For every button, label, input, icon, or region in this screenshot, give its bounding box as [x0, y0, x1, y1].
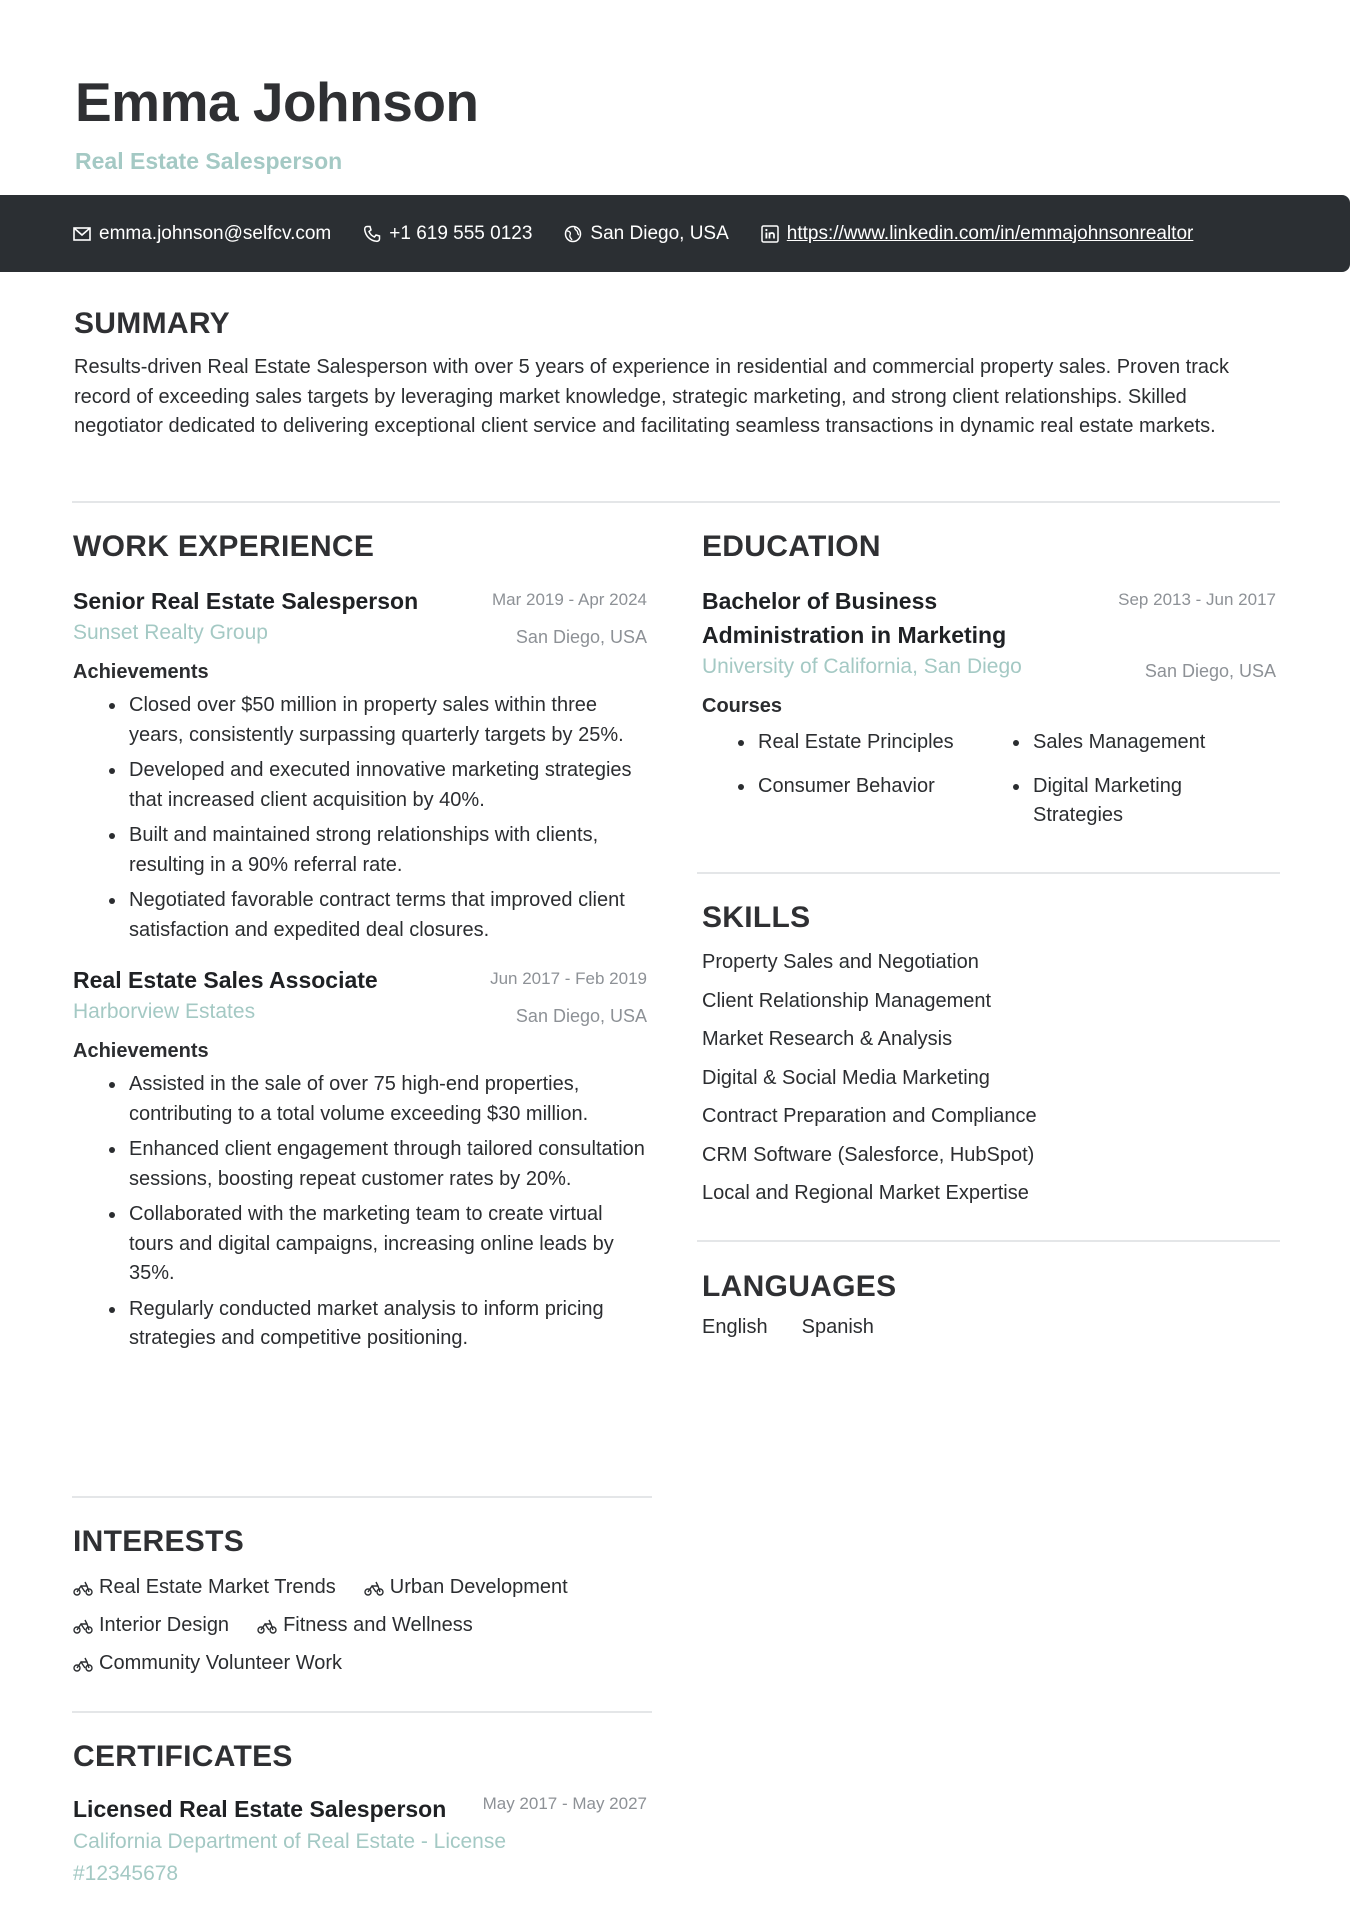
divider [72, 1711, 652, 1713]
interest-icon [364, 1579, 384, 1597]
interest-item [73, 1573, 336, 1602]
skill-item: Digital & Social Media Marketing [702, 1066, 990, 1089]
interest-icon [73, 1617, 93, 1635]
job-date: Jun 2017 - Feb 2019 [490, 969, 647, 988]
interest-label: Fitness and Wellness [283, 1614, 473, 1636]
contact-email[interactable] [73, 223, 331, 245]
job-location: San Diego, USA [515, 627, 647, 647]
list-item: Negotiated favorable contract terms that improved client satisfaction and expedited deal closures. [109, 886, 647, 945]
job-title: Senior Real Estate Salesperson [73, 588, 419, 614]
degree-title: Bachelor of Business Administration in Marketing [702, 588, 1007, 648]
summary-title: SUMMARY [74, 307, 230, 340]
education-entry [702, 584, 1276, 831]
achievements-label: Achievements [73, 661, 209, 683]
list-item: Enhanced client engagement through tailored consultation sessions, boosting repeat customer rates by 20%. [109, 1135, 647, 1194]
list-item: Built and maintained strong relationships with clients, resulting in a 90% referral rate. [109, 821, 647, 880]
phone-icon [363, 225, 381, 243]
summary-section [74, 307, 1274, 442]
languages-section [702, 1270, 1276, 1339]
contact-bar [0, 195, 1350, 272]
list-item: Digital Marketing Strategies [1013, 772, 1273, 831]
school-name: University of California, San Diego [702, 655, 1022, 678]
linkedin-link[interactable]: https://www.linkedin.com/in/emmajohnsonrealtor [786, 222, 1194, 244]
job-location: San Diego, USA [515, 1006, 647, 1026]
interest-label: Urban Development [389, 1576, 568, 1598]
interest-icon [257, 1617, 277, 1635]
skills-section [702, 901, 1276, 1213]
language-item: English [702, 1316, 768, 1338]
skill-item: CRM Software (Salesforce, HubSpot) [702, 1143, 1035, 1166]
summary-text: Results-driven Real Estate Salesperson with over 5 years of experience in residential and commercial property sales. Proven track record of exceeding sales targets by leveraging market knowledge, strategic marketing, and strong client relationships. Skilled negotiator dedicated to delivering exceptional client service and facilitating seamless transactions in dynamic real estate markets. [74, 356, 1229, 437]
courses-label: Courses [702, 695, 783, 717]
list-item: Real Estate Principles [738, 728, 1013, 758]
achievements-label: Achievements [73, 1040, 209, 1062]
job-entry [73, 584, 647, 945]
list-item: Sales Management [1013, 728, 1273, 758]
location-text: San Diego, USA [590, 222, 729, 244]
skills-title: SKILLS [702, 901, 811, 934]
interests-list [73, 1573, 647, 1678]
interest-item [257, 1611, 473, 1640]
mail-icon [73, 227, 91, 241]
achievements-list [73, 691, 647, 945]
skill-item: Contract Preparation and Compliance [702, 1105, 1037, 1127]
courses-list [702, 728, 1276, 831]
email-text: emma.johnson@selfcv.com [99, 222, 332, 244]
certificate-name: Licensed Real Estate Salesperson [73, 1796, 447, 1822]
job-title: Real Estate Sales Associate [73, 967, 378, 993]
job-entry [73, 963, 647, 1354]
contact-linkedin[interactable] [761, 223, 1194, 245]
list-item: Closed over $50 million in property sales within three years, consistently surpassing quarterly targets by 25%. [109, 691, 647, 750]
job-company: Sunset Realty Group [73, 621, 268, 644]
languages-list [702, 1316, 1276, 1339]
globe-icon [564, 225, 582, 243]
left-column [73, 530, 647, 1360]
list-item: Collaborated with the marketing team to create virtual tours and digital campaigns, increasing online leads by 35%. [109, 1200, 647, 1289]
interest-label: Real Estate Market Trends [99, 1576, 336, 1598]
certificate-issuer: California Department of Real Estate - License #12345678 [73, 1830, 507, 1885]
job-company: Harborview Estates [73, 1000, 256, 1023]
divider [72, 501, 1280, 503]
divider [697, 1240, 1280, 1242]
interest-item [364, 1573, 568, 1602]
interest-icon [73, 1655, 93, 1673]
interests-section [73, 1525, 647, 1678]
list-item: Assisted in the sale of over 75 high-end properties, contributing to a total volume exceeding $30 million. [109, 1070, 647, 1129]
work-title: WORK EXPERIENCE [73, 530, 375, 563]
candidate-role: Real Estate Salesperson [75, 148, 343, 174]
education-location: San Diego, USA [1144, 661, 1276, 681]
divider [72, 1496, 652, 1498]
divider [697, 872, 1280, 874]
skills-list [702, 943, 1276, 1213]
education-date: Sep 2013 - Jun 2017 [1118, 590, 1276, 609]
interest-item [73, 1611, 229, 1640]
right-column [702, 530, 1276, 831]
interest-label: Community Volunteer Work [99, 1652, 343, 1674]
list-item: Developed and executed innovative marketing strategies that increased client acquisition by 40%. [109, 756, 647, 815]
interest-item [73, 1649, 342, 1678]
job-date: Mar 2019 - Apr 2024 [492, 590, 647, 609]
interest-icon [73, 1579, 93, 1597]
languages-title: LANGUAGES [702, 1270, 897, 1303]
candidate-name: Emma Johnson [75, 71, 479, 133]
contact-phone[interactable] [363, 223, 532, 245]
skill-item: Local and Regional Market Expertise [702, 1182, 1029, 1204]
linkedin-icon [761, 225, 779, 243]
language-item: Spanish [801, 1316, 874, 1338]
certificates-section [73, 1740, 647, 1890]
education-title: EDUCATION [702, 530, 881, 563]
list-item: Consumer Behavior [738, 772, 1013, 831]
interests-title: INTERESTS [73, 1525, 245, 1558]
phone-text: +1 619 555 0123 [389, 222, 533, 244]
contact-location [564, 223, 728, 245]
certificates-title: CERTIFICATES [73, 1740, 293, 1773]
skill-item: Client Relationship Management [702, 989, 992, 1012]
skill-item: Property Sales and Negotiation [702, 951, 979, 973]
interest-label: Interior Design [99, 1614, 230, 1636]
skill-item: Market Research & Analysis [702, 1028, 953, 1050]
certificate-date: May 2017 - May 2027 [482, 1794, 647, 1813]
resume-header [75, 72, 479, 175]
certificate-entry [73, 1792, 647, 1826]
list-item: Regularly conducted market analysis to inform pricing strategies and competitive positioning. [109, 1295, 647, 1354]
achievements-list [73, 1070, 647, 1354]
